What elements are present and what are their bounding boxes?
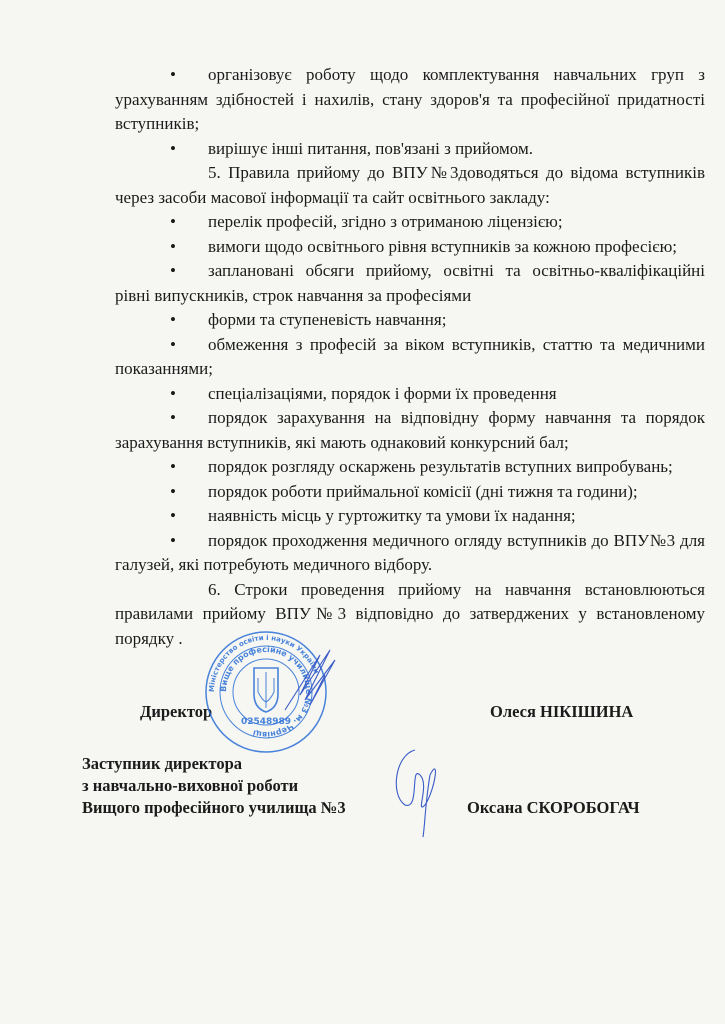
bullet-item xyxy=(115,382,705,407)
bullet-item xyxy=(115,529,705,578)
bullet-icon: • xyxy=(170,334,176,354)
deputy-title-line-2: з навчально-виховної роботи xyxy=(82,776,299,795)
bullet-icon: • xyxy=(170,457,176,476)
bullet-icon: • xyxy=(170,408,176,427)
bullet-item xyxy=(115,480,705,505)
deputy-title-line-1: Заступник директора xyxy=(82,754,242,773)
bullet-item xyxy=(115,406,705,455)
paragraph-text: організовує роботу щодо комплектування навчальних груп з урахуванням здібностей і нахилів, стану здоров'я та професійної придатності вступників; xyxy=(115,65,705,133)
paragraph-text: форми та ступеневість навчання; xyxy=(208,310,447,329)
bullet-item xyxy=(115,210,705,235)
deputy-title-line-3: Вищого професійного училища №3 xyxy=(82,798,346,817)
bullet-icon: • xyxy=(170,530,176,550)
paragraph-text: порядок проходження медичного огляду вступників до ВПУ№3 для галузей, які потребують медичного відбору. xyxy=(115,530,705,574)
paragraph-text: спеціалізаціями, порядок і форми їх проведення xyxy=(208,383,557,403)
deputy-signature xyxy=(385,745,455,840)
bullet-item xyxy=(115,63,705,137)
bullet-item xyxy=(115,333,705,382)
numbered-paragraph xyxy=(115,161,705,210)
bullet-icon: • xyxy=(170,261,176,280)
bullet-icon: • xyxy=(170,138,176,158)
bullet-icon: • xyxy=(170,212,176,231)
paragraph-text: вимоги щодо освітнього рівня вступників за кожною професією; xyxy=(208,236,677,256)
bullet-icon: • xyxy=(170,310,176,329)
paragraph-text: порядок роботи приймальної комісії (дні тижня та години); xyxy=(208,481,638,501)
paragraph-text: перелік професій, згідно з отриманою ліцензією; xyxy=(208,212,563,231)
stamp-inner-text: Вище професійне училище №3 м. Чернівці xyxy=(218,644,314,740)
bullet-item xyxy=(115,259,705,308)
bullet-icon: • xyxy=(170,383,176,403)
bullet-icon: • xyxy=(170,506,176,525)
paragraph-text: порядок зарахування на відповідну форму навчання та порядок зарахування вступників, які мають однаковий конкурсний бал; xyxy=(115,408,705,452)
bullet-item xyxy=(115,455,705,480)
paragraph-text: 5. Правила прийому до ВПУ№3доводяться до відома вступників через засоби масової інформації та сайт освітнього закладу: xyxy=(115,163,705,207)
bullet-icon: • xyxy=(170,65,176,84)
bullet-item xyxy=(115,235,705,260)
director-title: Директор xyxy=(140,702,213,721)
paragraph-text: порядок розгляду оскаржень результатів вступних випробувань; xyxy=(208,457,673,476)
paragraph-text: наявність місць у гуртожитку та умови їх надання; xyxy=(208,506,576,525)
bullet-item xyxy=(115,308,705,333)
bullet-item xyxy=(115,504,705,529)
stamp-outer-text: Міністерство освіти і науки України xyxy=(207,633,321,693)
paragraph-text: заплановані обсяги прийому, освітні та освітньо-кваліфікаційні рівні випускників, строк навчання за професіями xyxy=(115,261,705,305)
deputy-name: Оксана СКОРОБОГАЧ xyxy=(467,798,640,817)
paragraph-text: вирішує інші питання, пов'язані з прийомом. xyxy=(208,138,533,158)
stamp-code: 02548989 xyxy=(240,717,292,727)
bullet-icon: • xyxy=(170,481,176,501)
director-name: Олеся НІКІШИНА xyxy=(490,702,634,721)
paragraph-text: обмеження з професій за віком вступників, статтю та медичними показаннями; xyxy=(115,334,705,378)
bullet-icon: • xyxy=(170,236,176,256)
document-body xyxy=(115,63,705,651)
director-signature xyxy=(280,645,340,715)
bullet-item xyxy=(115,137,705,162)
paragraph-text: 6. Строки проведення прийому на навчання встановлюються правилами прийому ВПУ№3 відповідно до затверджених у встановленому порядку . xyxy=(115,579,705,648)
